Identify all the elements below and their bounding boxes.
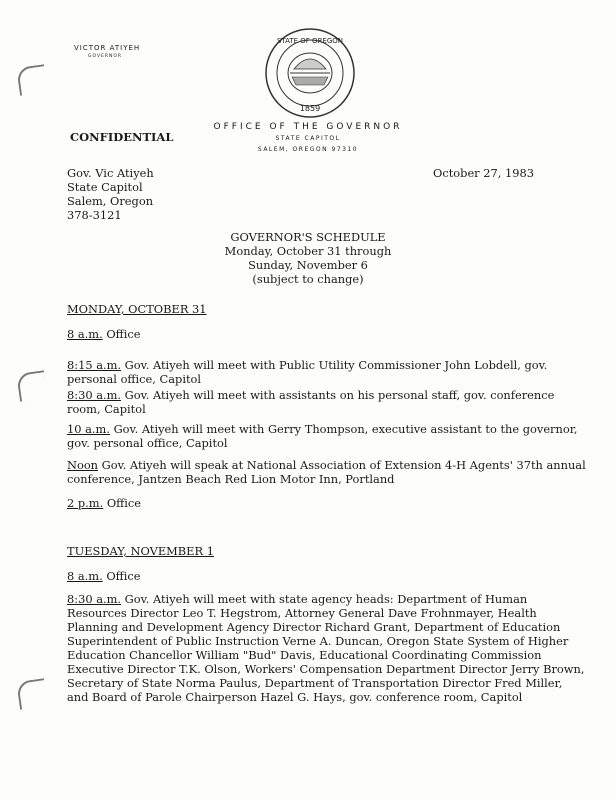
address-line: Gov. Vic Atiyeh xyxy=(67,166,154,180)
entry-text: Office xyxy=(102,569,141,583)
punch-hole xyxy=(16,370,48,402)
governor-name: VICTOR ATIYEH xyxy=(74,44,141,52)
entry-text: Office xyxy=(102,327,141,341)
entry-time: 2 p.m. xyxy=(67,496,104,510)
office-city: SALEM, OREGON 97310 xyxy=(257,146,359,153)
entry-time: Noon xyxy=(67,458,99,472)
address-line: Salem, Oregon xyxy=(67,194,154,208)
schedule-entry xyxy=(67,458,587,486)
schedule-title: GOVERNOR'S SCHEDULE xyxy=(230,230,386,244)
schedule-heading xyxy=(0,230,616,286)
entry-text: Gov. Atiyeh will meet with Gerry Thompson, executive assistant to the governor, gov. personal office, Capitol xyxy=(67,422,578,450)
entry-text: Gov. Atiyeh will meet with assistants on his personal staff, gov. conference room, Capitol xyxy=(67,388,555,416)
entry-time: 8 a.m. xyxy=(67,569,103,583)
entry-time: 8:30 a.m. xyxy=(67,592,122,606)
seal-year: 1859 xyxy=(299,104,321,113)
schedule-entry xyxy=(67,592,587,704)
punch-hole xyxy=(16,678,48,710)
schedule-range-start: Monday, October 31 through xyxy=(224,244,392,258)
address-line: 378-3121 xyxy=(67,208,122,222)
office-name: OFFICE OF THE GOVERNOR xyxy=(213,122,403,132)
day-heading-tuesday: TUESDAY, NOVEMBER 1 xyxy=(67,544,214,558)
letter-date: October 27, 1983 xyxy=(433,166,534,180)
day-heading-monday: MONDAY, OCTOBER 31 xyxy=(67,302,207,316)
entry-text: Gov. Atiyeh will meet with Public Utility Commissioner John Lobdell, gov. personal office, Capitol xyxy=(67,358,548,386)
state-seal-icon xyxy=(264,27,356,119)
confidential-label: CONFIDENTIAL xyxy=(70,130,174,144)
svg-text:STATE OF OREGON: STATE OF OREGON xyxy=(276,37,344,45)
office-building: STATE CAPITOL xyxy=(275,135,341,142)
address-line: State Capitol xyxy=(67,180,143,194)
entry-time: 10 a.m. xyxy=(67,422,110,436)
schedule-entry xyxy=(67,327,587,341)
schedule-entry xyxy=(67,569,587,583)
schedule-entry xyxy=(67,422,587,450)
schedule-entry xyxy=(67,496,587,510)
entry-text: Gov. Atiyeh will meet with state agency heads: Department of Human Resources Director Leo T. Hegstrom, Attorney General Dave Frohnmayer, Health Planning and Development Agency Director Richard Grant, Department of Education Superintendent of Public Instruction Verne A. Duncan, Oregon State System of Higher Education Chancellor William "Bud" Davis, Educational Coordinating Commission Executive Director T.K. Olson, Workers' Compensation Department Director Jerry Brown, Secretary of State Norma Paulus, Department of Transportation Director Fred Miller, and Board of Parole Chairperson Hazel G. Hays, gov. conference room, Capitol xyxy=(67,592,585,704)
entry-text: Gov. Atiyeh will speak at National Association of Extension 4-H Agents' 37th annual conference, Jantzen Beach Red Lion Motor Inn, Portland xyxy=(67,458,586,486)
schedule-range-end: Sunday, November 6 xyxy=(248,258,368,272)
entry-time: 8 a.m. xyxy=(67,327,103,341)
address-block xyxy=(67,166,154,222)
punch-hole xyxy=(16,64,48,96)
entry-text: Office xyxy=(103,496,142,510)
schedule-entry xyxy=(67,358,587,386)
entry-time: 8:15 a.m. xyxy=(67,358,122,372)
schedule-note: (subject to change) xyxy=(252,272,364,286)
schedule-entry xyxy=(67,388,587,416)
governor-title: GOVERNOR xyxy=(88,54,123,59)
entry-time: 8:30 a.m. xyxy=(67,388,122,402)
